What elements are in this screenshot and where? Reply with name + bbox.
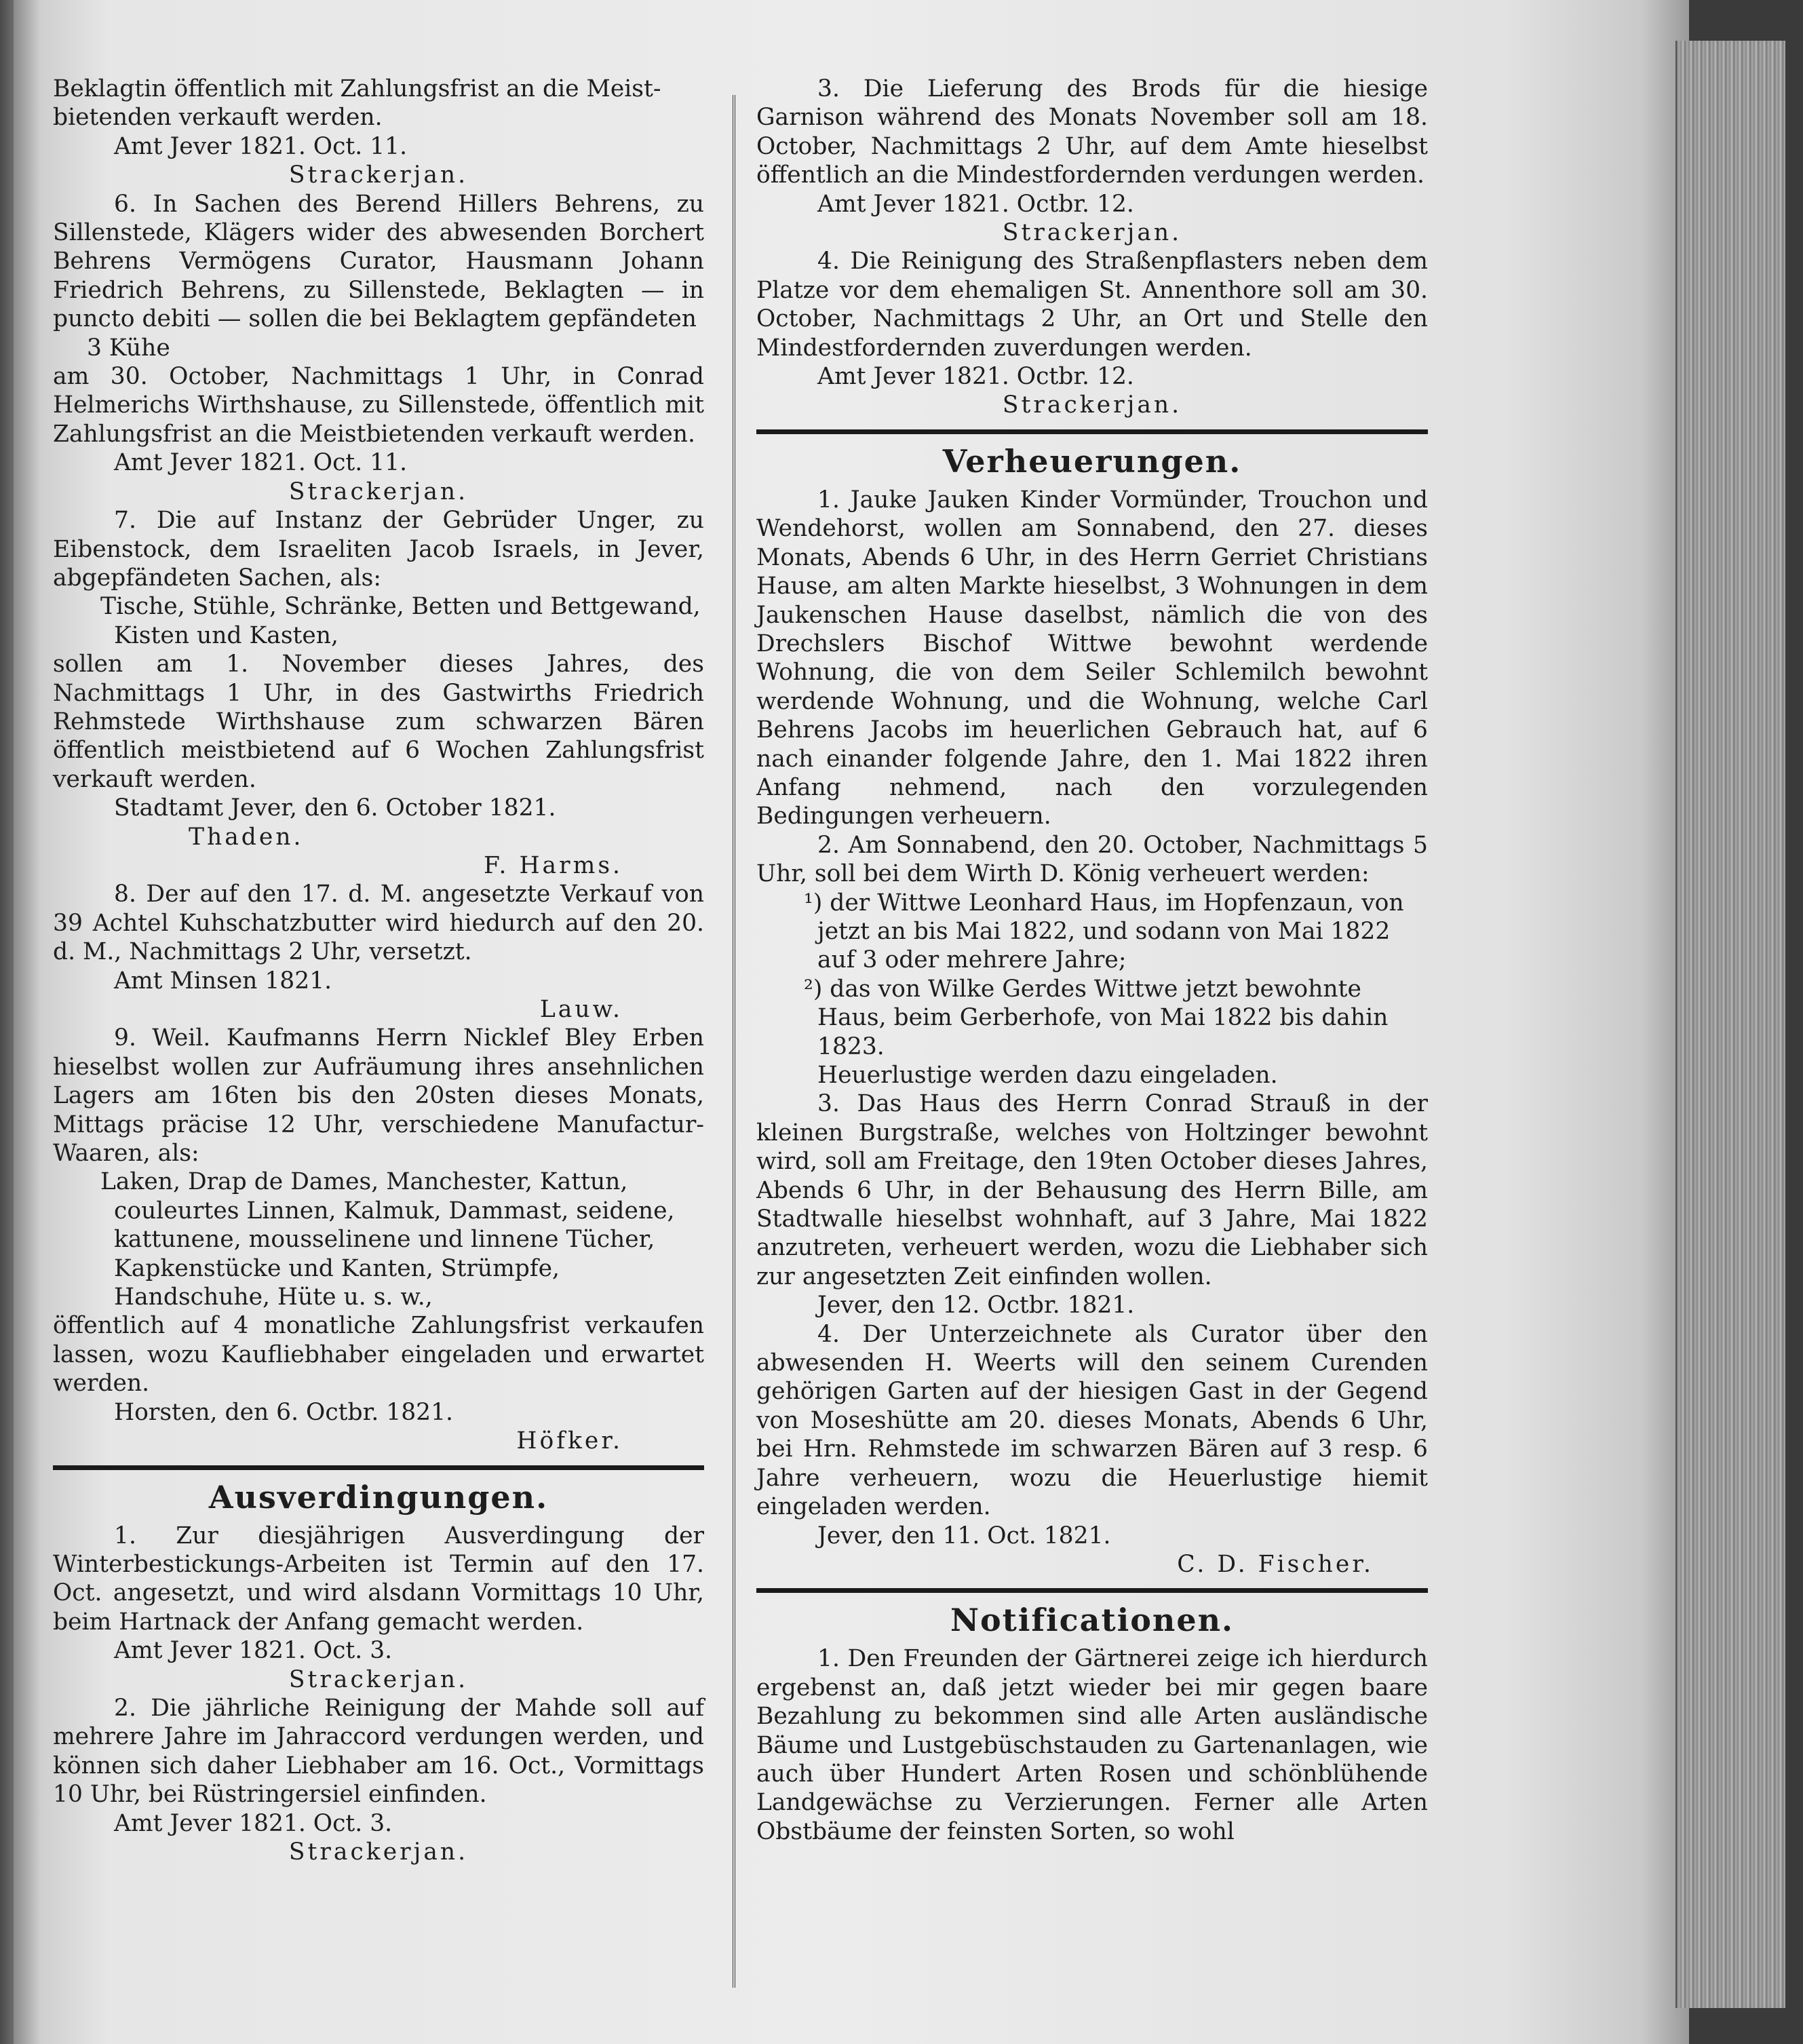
notice-ver-3: 3. Das Haus des Herrn Conrad Strauß in der kleinen Burgstraße, welches von Holtzinger bewohnt wird, soll am Freitage, den 19ten October dieses Jahres, Abends 6 Uhr, in der Behausung des Herrn Bille, am Stadtwalle hieselbst wohnhaft, auf 3 Jahre, Mai 1822 anzutreten, verheuert werden, wozu die Liebhaber sich zur angesetzten Zeit einfinden wollen.: [756, 1090, 1428, 1290]
right-column: [756, 75, 1428, 1846]
notice-item-9: 9. Weil. Kaufmanns Herrn Nicklef Bley Erben hieselbst wollen zur Aufräumung ihres ansehnlichen Lagers am 16ten bis den 20sten dieses Monats, Mittags präcise 12 Uhr, verschiedene Manufactur-Waaren, als:: [53, 1024, 704, 1168]
dateline: Amt Jever 1821. Oct. 3.: [114, 1809, 393, 1837]
text-line: bietenden verkauft werden.: [53, 104, 383, 132]
notice-item-8: 8. Der auf den 17. d. M. angesetzte Verkauf von 39 Achtel Kuhschatzbutter wird hiedurch auf den 20. d. M., Nachmittags 2 Uhr, versetzt.: [53, 881, 704, 966]
notice-ver-1: 1. Jauke Jauken Kinder Vormünder, Trouchon und Wendehorst, wollen am Sonnabend, den 27. dieses Monats, Abends 6 Uhr, in des Herrn Gerriet Christians Hause, am alten Markte hieselbst, 3 Wohnungen in dem Jaukenschen Hause daselbst, nämlich die von des Drechslers Bischof Wittwe bewohnt werdende Wohnung, die von dem Seiler Schlemilch bewohnt werdende Wohnung, und die Wohnung, welche Carl Behrens Jacobs im heuerlichen Gebrauch hat, auf 6 nach einander folgende Jahre, den 1. Mai 1822 ihren Anfang nehmend, nach den vorzulegenden Bedingungen verheuern.: [756, 486, 1428, 830]
notice-ver-2: 2. Am Sonnabend, den 20. October, Nachmittags 5 Uhr, soll bei dem Wirth D. König verheuert werden:: [756, 831, 1428, 888]
signature: Lauw.: [539, 996, 623, 1023]
text-line: Beklagtin öffentlich mit Zahlungsfrist an die Meist-: [53, 75, 661, 102]
notice-ver-2-cont: Heuerlustige werden dazu eingeladen.: [817, 1062, 1278, 1089]
notice-aus-1: 1. Zur diesjährigen Ausverdingung der Winterbestickungs-Arbeiten ist Termin auf den 17. Oct. angesetzt, und wird alsdann Vormittags 10 Uhr, beim Hartnack der Anfang gemacht werden.: [53, 1522, 704, 1636]
notice-ver-2-list-1: ¹) der Wittwe Leonhard Haus, im Hopfenzaun, von jetzt an bis Mai 1822, und sodann von Mai 1822 auf 3 oder mehrere Jahre;: [804, 889, 1404, 974]
left-column: [53, 75, 704, 1866]
dateline: Amt Jever 1821. Oct. 3.: [114, 1637, 393, 1665]
dateline: Amt Jever 1821. Oct. 11.: [114, 449, 408, 477]
dateline: Jever, den 12. Octbr. 1821.: [817, 1292, 1135, 1319]
dateline: Amt Minsen 1821.: [114, 967, 332, 995]
notice-item-6-note: 3 Kühe: [87, 334, 170, 362]
section-heading-notificationen: Notificationen.: [950, 1602, 1235, 1639]
signature: Strackerjan.: [288, 161, 469, 189]
signature: Strackerjan.: [1002, 219, 1182, 247]
dateline: Amt Jever 1821. Oct. 11.: [114, 132, 408, 160]
section-rule: [756, 429, 1428, 434]
dateline: Stadtamt Jever, den 6. October 1821.: [114, 794, 556, 822]
dateline: Amt Jever 1821. Octbr. 12.: [817, 190, 1134, 218]
signature: C. D. Fischer.: [1177, 1550, 1374, 1578]
notice-item-9-cont: öffentlich auf 4 monatliche Zahlungsfrist verkaufen lassen, wozu Kaufliebhaber eingeladen und erwartet werden.: [53, 1312, 704, 1397]
signature: Höfker.: [516, 1427, 623, 1455]
signature: Strackerjan.: [288, 478, 469, 505]
signature: F. Harms.: [483, 851, 623, 879]
notice-aus-2: 2. Die jährliche Reinigung der Mahde soll auf mehrere Jahre im Jahraccord verdungen werden, und können sich daher Liebhaber am 16. Oct., Vormittags 10 Uhr, bei Rüstringersiel einfinden.: [53, 1694, 704, 1809]
book-page-edges: [1675, 41, 1785, 2008]
notice-item-7-cont: sollen am 1. November dieses Jahres, des Nachmittags 1 Uhr, in des Gastwirths Friedrich Rehmstede Wirthshause zum schwarzen Bären öffentlich meistbietend auf 6 Wochen Zahlungsfrist verkauft werden.: [53, 651, 704, 793]
notice-item-9-list: Laken, Drap de Dames, Manchester, Kattun, couleurtes Linnen, Kalmuk, Dammast, seidene, kattunene, mousselinene und linnene Tücher, Kapkenstücke und Kanten, Strümpfe, Handschuhe, Hüte u. s. w.,: [100, 1168, 675, 1311]
dateline: Horsten, den 6. Octbr. 1821.: [114, 1398, 454, 1426]
section-rule: [756, 1588, 1428, 1593]
signature: Strackerjan.: [288, 1665, 469, 1693]
notice-ver-2-list-2: ²) das von Wilke Gerdes Wittwe jetzt bewohnte Haus, beim Gerberhofe, von Mai 1822 bis dahin 1823.: [804, 975, 1389, 1060]
signature: Thaden.: [189, 823, 304, 851]
dateline: Amt Jever 1821. Octbr. 12.: [817, 363, 1134, 391]
notice-ver-4: 4. Der Unterzeichnete als Curator über den abwesenden H. Weerts will den seinem Curenden gehörigen Garten auf der hiesigen Gast in der Gegend von Moseshütte am 20. dieses Monats, Abends 6 Uhr, bei Hrn. Rehmstede im schwarzen Bären auf 3 resp. 6 Jahre verheuern, wozu die Heuerlustige hiemit eingeladen werden.: [756, 1320, 1428, 1521]
dateline: Jever, den 11. Oct. 1821.: [817, 1522, 1111, 1549]
notice-aus-4: 4. Die Reinigung des Straßenpflasters neben dem Platze vor dem ehemaligen St. Annenthore soll am 30. October, Nachmittags 2 Uhr, an Ort und Stelle den Mindestfordernden zuverdungen werden.: [756, 248, 1428, 362]
notice-item-7-list: Tische, Stühle, Schränke, Betten und Bettgewand, Kisten und Kasten,: [100, 593, 701, 649]
notice-item-6: 6. In Sachen des Berend Hillers Behrens, zu Sillenstede, Klägers wider des abwesenden Borchert Behrens Vermögens Curator, Hausmann Johann Friedrich Behrens, zu Sillenstede, Beklagten — in puncto debiti — sollen die bei Beklagtem gepfändeten: [53, 190, 704, 333]
notice-item-7: 7. Die auf Instanz der Gebrüder Unger, zu Eibenstock, dem Israeliten Jacob Israels, in Jever, abgepfändeten Sachen, als:: [53, 507, 704, 592]
section-heading-verheuerungen: Verheuerungen.: [942, 442, 1242, 480]
section-heading-ausverdingungen: Ausverdingungen.: [208, 1478, 549, 1516]
signature: Strackerjan.: [288, 1838, 469, 1866]
notice-not-1: 1. Den Freunden der Gärtnerei zeige ich hierdurch ergebenst an, daß jetzt wieder bei mir gegen baare Bezahlung zu bekommen sind alle Arten ausländische Bäume und Lustgebüschstauden zu Gartenanlagen, wie auch über Hundert Arten Rosen und schönblühende Landgewächse zu Verzierungen. Ferner alle Arten Obstbäume der feinsten Sorten, so wohl: [756, 1645, 1428, 1845]
signature: Strackerjan.: [1002, 391, 1182, 419]
section-rule: [53, 1465, 704, 1470]
notice-aus-3: 3. Die Lieferung des Brods für die hiesige Garnison während des Monats November soll am 18. October, Nachmittags 2 Uhr, auf dem Amte hieselbst öffentlich an die Mindestfordernden verdungen werden.: [756, 75, 1428, 189]
column-divider: [733, 95, 735, 1988]
notice-item-6-cont: am 30. October, Nachmittags 1 Uhr, in Conrad Helmerichs Wirthshause, zu Sillenstede, öffentlich mit Zahlungsfrist an die Meistbietenden verkauft werden.: [53, 363, 704, 448]
